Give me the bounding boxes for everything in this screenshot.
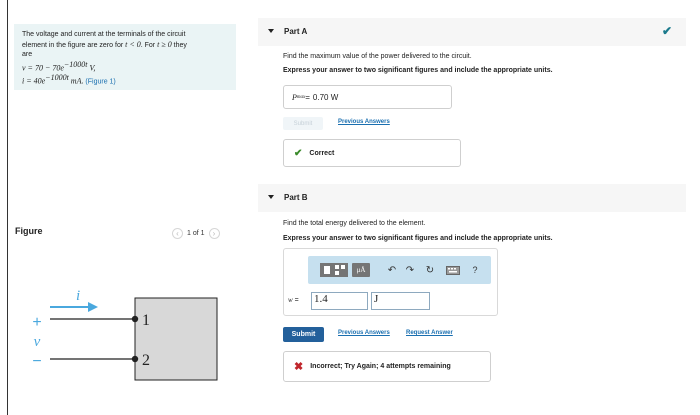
- problem-text: they: [171, 41, 187, 49]
- terminal-1-label: 1: [142, 312, 150, 329]
- part-a-submit-button[interactable]: Submit: [283, 117, 323, 130]
- collapse-triangle-icon: [268, 195, 274, 199]
- reset-icon[interactable]: ↻: [425, 264, 435, 276]
- answer-subscript: max: [296, 94, 306, 100]
- part-a-instructions: Express your answer to two significant figures and include the appropriate units.: [283, 67, 553, 74]
- current-equation: [22, 73, 236, 87]
- problem-line-2: [22, 40, 236, 51]
- part-b-submit-button[interactable]: Submit: [283, 327, 324, 342]
- figure-link[interactable]: (Figure 1): [85, 78, 116, 86]
- figure-page-count: 1 of 1: [187, 230, 205, 237]
- prev-figure-icon[interactable]: ‹: [172, 228, 183, 239]
- keyboard-icon[interactable]: [446, 263, 460, 277]
- voltage-unit: V,: [87, 62, 96, 72]
- feedback-text: Incorrect; Try Again; 4 attempts remaining: [310, 363, 451, 370]
- circuit-figure: [20, 280, 240, 390]
- current-unit: mA.: [68, 76, 84, 86]
- part-b-label: Part B: [284, 193, 308, 202]
- current-expression: i = 40e: [22, 76, 46, 86]
- next-figure-icon[interactable]: ›: [209, 228, 220, 239]
- math-toolbar: [308, 256, 491, 284]
- checkmark-icon: ✔: [661, 24, 672, 38]
- part-a-question: Find the maximum value of the power delivered to the circuit.: [283, 53, 472, 60]
- problem-line-3: are: [22, 51, 33, 58]
- current-arrow-icon: [88, 302, 98, 312]
- current-exponent: −1000t: [45, 73, 69, 83]
- correct-check-icon: ✔: [294, 147, 303, 159]
- figure-pager: [172, 228, 220, 239]
- incorrect-x-icon: ✖: [294, 361, 304, 373]
- units-icon[interactable]: μÅ: [352, 263, 370, 277]
- part-b-question: Find the total energy delivered to the element.: [283, 220, 426, 227]
- answer-symbol: w: [288, 296, 293, 304]
- redo-icon[interactable]: ↷: [405, 264, 415, 276]
- voltage-equation: [22, 60, 236, 74]
- part-a-feedback: [283, 139, 461, 167]
- part-a-label: Part A: [284, 27, 308, 36]
- collapse-triangle-icon: [268, 29, 274, 33]
- terminal-dot-1: [132, 316, 138, 322]
- part-b-feedback: [283, 351, 491, 382]
- terminal-2-label: 2: [142, 352, 150, 369]
- answer-symbol: P: [292, 92, 297, 102]
- voltage-expression: v = 70 − 70e: [22, 62, 64, 72]
- request-answer-link[interactable]: Request Answer: [406, 330, 453, 336]
- problem-line-1: The voltage and current at the terminals of the circuit: [22, 31, 186, 38]
- part-b-previous-answers-link[interactable]: Previous Answers: [338, 330, 390, 336]
- problem-statement: [14, 24, 236, 90]
- terminal-dot-2: [132, 356, 138, 362]
- condition-t-nonnegative: t ≥ 0: [157, 39, 172, 49]
- minus-label: −: [32, 353, 42, 370]
- undo-icon[interactable]: ↶: [387, 264, 397, 276]
- problem-text: element in the figure are zero for: [22, 41, 126, 49]
- answer-value: 0.70 W: [312, 92, 339, 102]
- problem-text: . For: [140, 41, 158, 49]
- templates-icon[interactable]: [320, 263, 348, 277]
- part-b-instructions: Express your answer to two significant figures and include the appropriate units.: [283, 235, 553, 242]
- condition-t-negative: t < 0: [125, 39, 141, 49]
- answer-symbol-row: [288, 296, 299, 304]
- answer-equals: =: [292, 297, 299, 304]
- part-a-answer-box[interactable]: [283, 85, 452, 109]
- answer-equals: =: [305, 92, 310, 102]
- part-a-previous-answers-link[interactable]: Previous Answers: [338, 119, 390, 125]
- help-icon[interactable]: ?: [472, 265, 478, 275]
- value-input[interactable]: 1.4: [311, 292, 368, 310]
- part-b-header[interactable]: [258, 184, 686, 212]
- feedback-text: Correct: [309, 149, 335, 157]
- left-border: [7, 0, 8, 415]
- plus-label: +: [32, 314, 42, 331]
- part-a-header[interactable]: [258, 18, 686, 46]
- voltage-label: v: [33, 334, 41, 350]
- current-label: i: [76, 288, 81, 304]
- unit-input[interactable]: J: [371, 292, 430, 310]
- figure-title: Figure: [15, 226, 43, 236]
- voltage-exponent: −1000t: [63, 59, 88, 69]
